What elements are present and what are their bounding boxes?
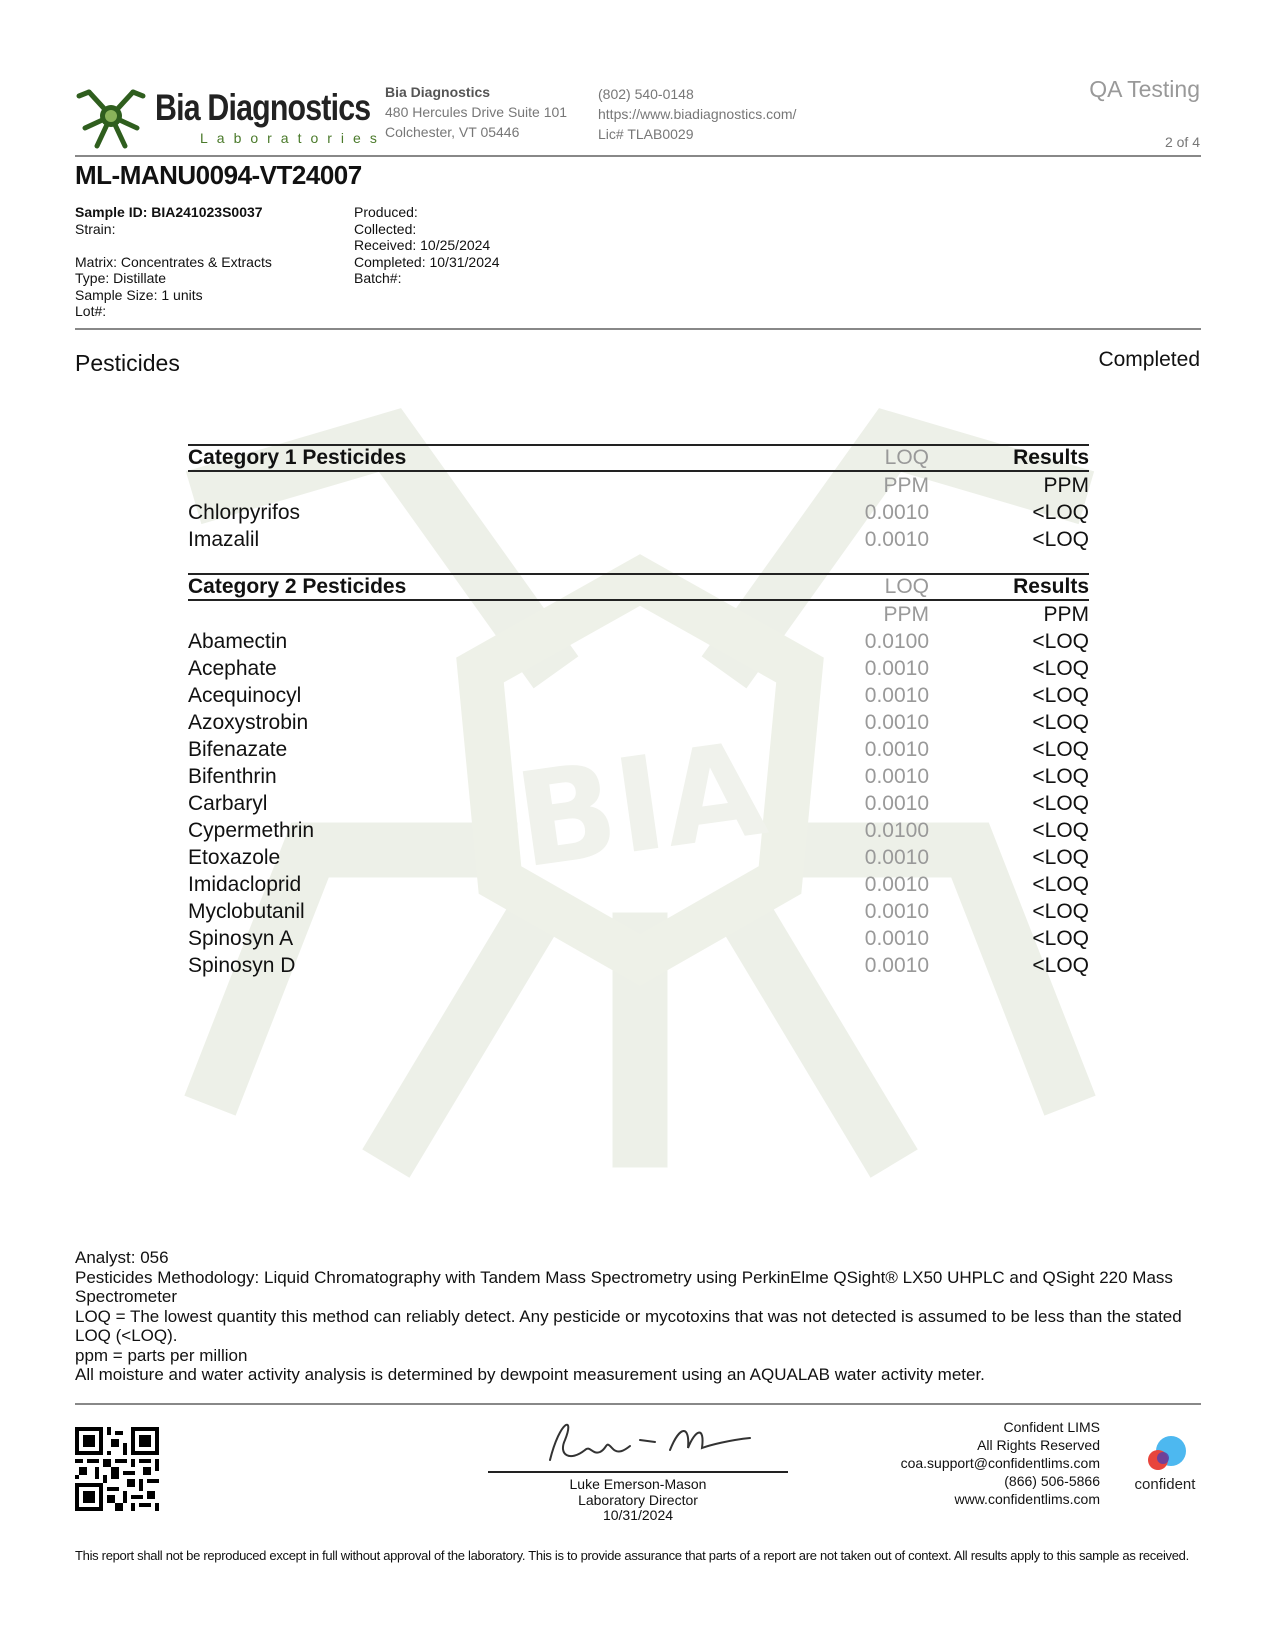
report-type: QA Testing — [1089, 76, 1200, 102]
lims-rights: All Rights Reserved — [977, 1437, 1100, 1453]
pesticide-result: <LOQ — [1032, 900, 1089, 923]
results-header: Results — [929, 574, 1089, 600]
category1-title: Category 1 Pesticides — [188, 445, 799, 471]
category2-title: Category 2 Pesticides — [188, 574, 799, 600]
units-row — [188, 471, 1089, 499]
results-header: Results — [929, 445, 1089, 471]
director-signature — [530, 1410, 760, 1470]
pesticide-result: <LOQ — [1032, 657, 1089, 680]
pesticide-result: <LOQ — [1032, 684, 1089, 707]
category1-table — [188, 444, 1089, 553]
pesticide-name: Spinosyn D — [188, 954, 296, 977]
pesticide-row — [188, 709, 1089, 736]
pesticide-result: <LOQ — [1032, 528, 1089, 551]
loq-unit: PPM — [883, 474, 929, 497]
sample-info-right — [354, 204, 500, 287]
pesticide-name: Abamectin — [188, 630, 288, 653]
ppm-definition: ppm = parts per million — [75, 1345, 248, 1365]
sample-batch: Batch#: — [354, 270, 402, 286]
pesticide-loq: 0.0010 — [864, 765, 929, 788]
pesticide-row — [188, 817, 1089, 844]
signature-date: 10/31/2024 — [602, 1507, 674, 1523]
page-number: 2 of 4 — [1164, 134, 1200, 150]
pesticide-row — [188, 628, 1089, 655]
pesticide-result: <LOQ — [1032, 792, 1089, 815]
results-unit: PPM — [1043, 603, 1089, 626]
signer-block — [488, 1477, 788, 1524]
pesticide-name: Carbaryl — [188, 792, 268, 815]
category2-table — [188, 573, 1089, 979]
pesticide-name: Chlorpyrifos — [188, 501, 301, 524]
pesticide-result: <LOQ — [1032, 846, 1089, 869]
pesticide-result: <LOQ — [1032, 819, 1089, 842]
disclaimer: This report shall not be reproduced except in full without approval of the laboratory. This is to provide assurance that parts of a report are not taken out of context. All results apply to this sample as received. — [75, 1548, 1189, 1563]
qr-code[interactable] — [75, 1427, 159, 1511]
pesticide-loq: 0.0010 — [864, 954, 929, 977]
loq-unit: PPM — [883, 603, 929, 626]
pesticide-row — [188, 763, 1089, 790]
pesticide-loq: 0.0010 — [864, 684, 929, 707]
signer-name: Luke Emerson-Mason — [569, 1476, 707, 1492]
confident-logo-icon — [1125, 1436, 1205, 1476]
document-id: ML-MANU0094-VT24007 — [75, 160, 362, 190]
pesticide-loq: 0.0010 — [864, 846, 929, 869]
lab-logo — [75, 80, 386, 152]
lims-phone: (866) 506-5866 — [1004, 1473, 1100, 1489]
loq-header: LOQ — [799, 445, 929, 471]
pesticide-loq: 0.0010 — [864, 528, 929, 551]
pesticide-loq: 0.0010 — [864, 657, 929, 680]
svg-text:BIA: BIA — [507, 712, 775, 898]
pesticide-row — [188, 925, 1089, 952]
pesticide-row — [188, 655, 1089, 682]
lims-name: Confident LIMS — [1003, 1419, 1100, 1435]
category2-header-row — [188, 574, 1089, 600]
pesticide-result: <LOQ — [1032, 630, 1089, 653]
pesticide-name: Acephate — [188, 657, 277, 680]
sample-size: Sample Size: 1 units — [75, 286, 203, 303]
pesticide-loq: 0.0010 — [864, 738, 929, 761]
loq-definition: LOQ = The lowest quantity this method can reliably detect. Any pesticide or mycotoxins that was not detected is assumed to be less than the stated LOQ (<LOQ). — [75, 1306, 1182, 1345]
moisture-note: All moisture and water activity analysis is determined by dewpoint measurement using an AQUALAB water activity meter. — [75, 1365, 985, 1384]
pesticide-result: <LOQ — [1032, 501, 1089, 524]
section-title: Pesticides — [75, 350, 180, 376]
pesticide-name: Spinosyn A — [188, 927, 294, 950]
confident-logo — [1125, 1436, 1205, 1496]
section-status: Completed — [1098, 348, 1200, 371]
lims-info — [901, 1418, 1100, 1508]
pesticide-result: <LOQ — [1032, 738, 1089, 761]
units-row — [188, 600, 1089, 628]
lab-address-line2: Colchester, VT 05446 — [385, 124, 520, 140]
pesticide-name: Bifenthrin — [188, 765, 277, 788]
footer-divider — [75, 1403, 1201, 1405]
logo-title: Bia Diagnostics — [155, 87, 371, 128]
pesticide-row — [188, 898, 1089, 925]
lims-website[interactable]: www.confidentlims.com — [954, 1491, 1100, 1507]
pesticide-loq: 0.0010 — [864, 501, 929, 524]
lims-email[interactable]: coa.support@confidentlims.com — [900, 1455, 1100, 1471]
pesticide-result: <LOQ — [1032, 954, 1089, 977]
pesticide-row — [188, 871, 1089, 898]
pesticide-loq: 0.0010 — [864, 873, 929, 896]
pesticide-name: Acequinocyl — [188, 684, 302, 707]
pesticide-row — [188, 952, 1089, 979]
sample-strain: Strain: — [75, 220, 116, 237]
lab-name: Bia Diagnostics — [385, 84, 491, 100]
lab-address-block — [385, 82, 567, 142]
sample-info-left — [75, 204, 272, 320]
pesticide-name: Imidacloprid — [188, 873, 302, 896]
results-unit: PPM — [1043, 474, 1089, 497]
pesticide-name: Etoxazole — [188, 846, 281, 869]
pesticide-name: Imazalil — [188, 528, 260, 551]
pesticide-result: <LOQ — [1032, 927, 1089, 950]
confident-wordmark: confident — [1134, 1476, 1196, 1493]
loq-header: LOQ — [799, 574, 929, 600]
sample-id: Sample ID: BIA241023S0037 — [75, 204, 263, 220]
lab-license: Lic# TLAB0029 — [598, 126, 694, 142]
pesticide-loq: 0.0100 — [864, 630, 929, 653]
sample-lot: Lot#: — [75, 303, 107, 319]
method-notes — [75, 1248, 1205, 1385]
category1-header-row — [188, 445, 1089, 471]
pesticide-loq: 0.0010 — [864, 792, 929, 815]
logo-subtitle: Laboratories — [200, 130, 386, 146]
sample-received: Received: 10/25/2024 — [354, 237, 491, 253]
info-divider — [75, 328, 1201, 330]
sample-collected: Collected: — [354, 220, 417, 237]
header-divider — [75, 155, 1201, 157]
pesticide-name: Myclobutanil — [188, 900, 305, 923]
pesticide-result: <LOQ — [1032, 711, 1089, 734]
pesticide-loq: 0.0100 — [864, 819, 929, 842]
lab-website[interactable]: https://www.biadiagnostics.com/ — [598, 106, 797, 122]
pesticide-name: Bifenazate — [188, 738, 288, 761]
lab-address-line1: 480 Hercules Drive Suite 101 — [385, 104, 568, 120]
signer-title: Laboratory Director — [578, 1491, 698, 1508]
pesticide-name: Cypermethrin — [188, 819, 315, 842]
pesticide-row — [188, 844, 1089, 871]
pesticide-row — [188, 499, 1089, 526]
lab-contact-block — [598, 84, 796, 144]
pesticide-name: Azoxystrobin — [188, 711, 309, 734]
lab-logo-icon — [75, 80, 147, 152]
analyst: Analyst: 056 — [75, 1248, 169, 1267]
pesticide-loq: 0.0010 — [864, 711, 929, 734]
pesticide-row — [188, 736, 1089, 763]
pesticide-row — [188, 526, 1089, 553]
sample-produced: Produced: — [354, 204, 418, 220]
pesticide-row — [188, 790, 1089, 817]
pesticide-loq: 0.0010 — [864, 927, 929, 950]
pesticide-result: <LOQ — [1032, 873, 1089, 896]
pesticide-result: <LOQ — [1032, 765, 1089, 788]
pesticide-loq: 0.0010 — [864, 900, 929, 923]
sample-type: Type: Distillate — [75, 270, 167, 286]
sample-completed: Completed: 10/31/2024 — [354, 253, 500, 270]
pesticide-row — [188, 682, 1089, 709]
signature-line — [488, 1471, 788, 1473]
lab-phone: (802) 540-0148 — [598, 86, 694, 102]
sample-matrix: Matrix: Concentrates & Extracts — [75, 253, 272, 270]
methodology: Pesticides Methodology: Liquid Chromatography with Tandem Mass Spectrometry using PerkinElme QSight® LX50 UHPLC and QSight 220 Mass Spectrometer — [75, 1267, 1173, 1306]
